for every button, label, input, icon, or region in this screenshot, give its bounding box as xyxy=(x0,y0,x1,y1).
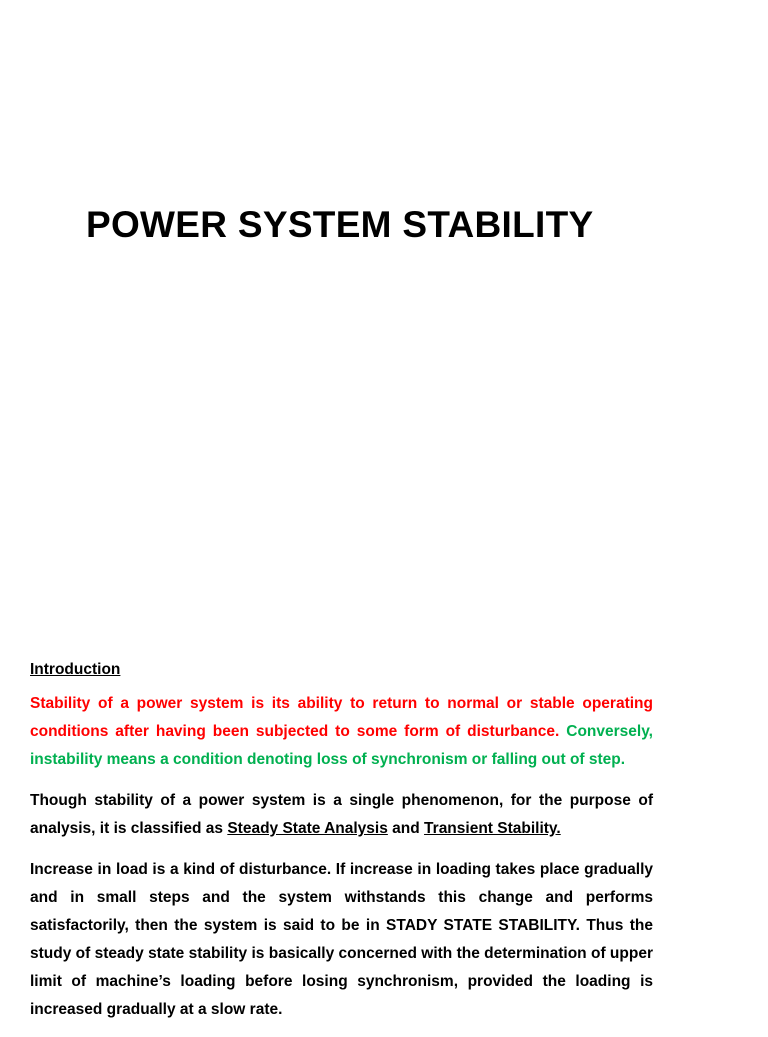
stability-definition: Stability of a power system is its ability to return to normal or stable operating conditions after having been subjected to some form of disturbance. xyxy=(30,695,653,740)
steady-state-paragraph: Increase in load is a kind of disturbance. If increase in loading takes place gradually and in small steps and the system withstands this change and performs satisfactorily, then the system is said to be in STADY STATE STABILITY. Thus the study of steady state stability is basically concerned with the determination of upper limit of machine’s loading before losing synchronism, provided the loading is increased gradually at a slow rate. xyxy=(30,861,653,1018)
steady-state-analysis-term: Steady State Analysis xyxy=(227,820,388,837)
conjunction-text: and xyxy=(392,820,420,837)
classification-paragraph xyxy=(30,787,653,843)
document-title: POWER SYSTEM STABILITY xyxy=(86,204,594,245)
classification-text: Though stability of a power system is a single phenomenon, for the purpose of analysis, it is classified as xyxy=(30,792,653,837)
document-body xyxy=(30,656,653,1037)
instability-definition: Conversely, instability means a condition denoting loss of synchronism or falling out of step. xyxy=(30,723,653,768)
transient-stability-term: Transient Stability. xyxy=(424,820,561,837)
intro-paragraph xyxy=(30,690,653,774)
section-heading: Introduction xyxy=(30,661,121,678)
